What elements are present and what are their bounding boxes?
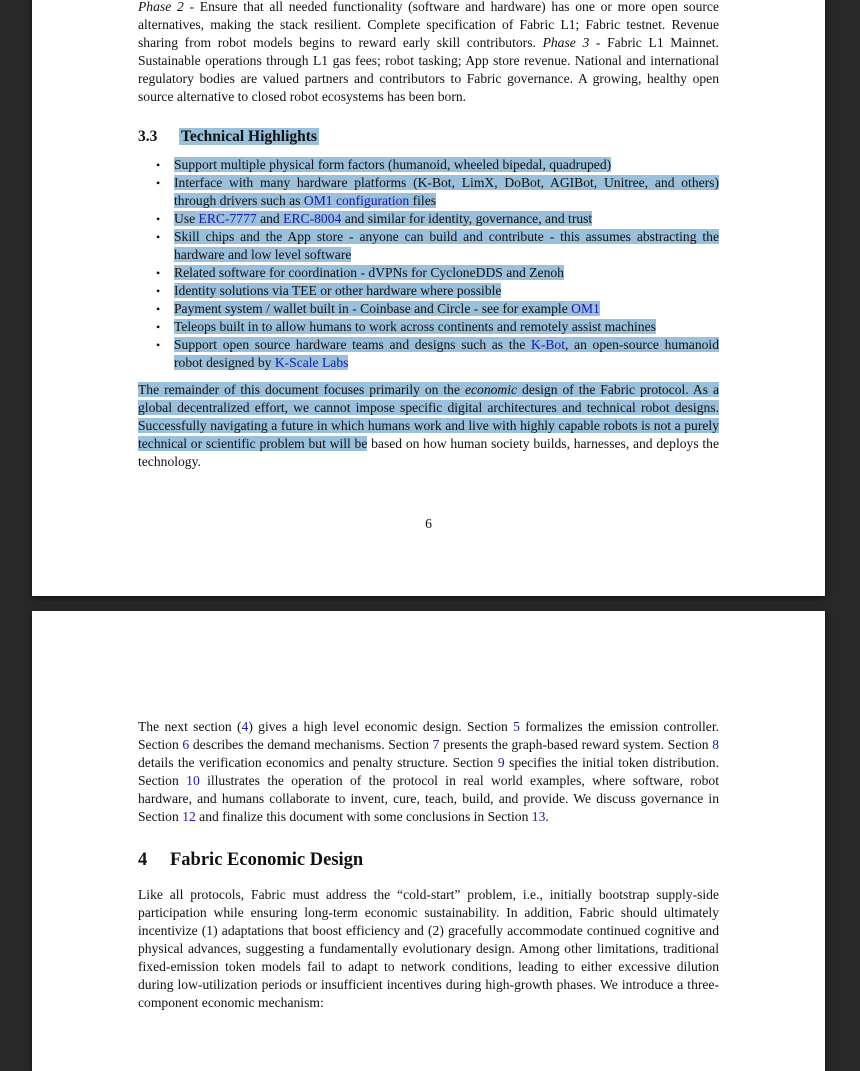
phase-2-text: - Ensure that all needed functionality (software and hardware) has one or more open source alternatives, making the stack resilient. Complete specification of Fabric L1; Fabric testnet. Revenue sharing from robot models begins to reward early skill contributors. — [138, 0, 719, 50]
list-item-text: Teleops built in to allow humans to work across continents and remotely assist machines — [174, 319, 656, 334]
list-item-text: Identity solutions via TEE or other hardware where possible — [174, 283, 502, 298]
section-overview-paragraph: The next section (4) gives a high level economic design. Section 5 formalizes the emission controller. Section 6 describes the demand mechanisms. Section 7 presents the graph-based reward system. Section 8 details the verification economics and penalty structure. Section 9 specifies the initial token distribution. Section 10 illustrates the operation of the protocol in real world examples, where software, robot hardware, and humans collaborate to invent, cure, teach, build, and provide. We discuss governance in Section 12 and finalize this document with some conclusions in Section 13. — [138, 719, 719, 824]
list-item — [138, 336, 719, 372]
om1-link[interactable]: OM1 — [571, 301, 600, 316]
page-6-content — [138, 0, 719, 531]
erc-7777-link[interactable]: ERC-7777 — [198, 211, 257, 226]
section-4-link[interactable]: 4 — [241, 719, 249, 734]
phase-2-label: Phase 2 — [138, 0, 184, 14]
list-item — [138, 156, 719, 174]
unselected-text: based on how human society builds, harnesses, and deploys the technology. — [138, 436, 719, 469]
section-title: Fabric Economic Design — [170, 850, 364, 870]
list-item — [138, 174, 719, 210]
section-8-link[interactable]: 8 — [712, 737, 719, 752]
section-12-link[interactable]: 12 — [182, 809, 196, 824]
section-13-link[interactable]: 13 — [531, 809, 546, 824]
remainder-paragraph — [138, 381, 719, 471]
phase-3-label: Phase 3 — [542, 35, 590, 50]
bullet-icon: • — [156, 320, 161, 334]
bullet-icon: • — [156, 176, 161, 190]
section-heading-4 — [138, 848, 719, 872]
page-7-content — [138, 718, 719, 1012]
bullet-icon: • — [156, 158, 161, 172]
list-item — [138, 210, 719, 228]
list-item — [138, 282, 719, 300]
section-5-link[interactable]: 5 — [513, 719, 520, 734]
selected-text: The remainder of this document focuses primarily on the economic design of the Fabric protocol. As a global decentralized effort, we cannot impose specific digital architectures and technical robot designs. Successfully navigating a future in which humans work and live with highly capable robots is not a purely technical or scientific problem but will be — [138, 382, 719, 451]
section-9-link[interactable]: 9 — [497, 755, 505, 770]
list-item-text: Support open source hardware teams and designs such as the K-Bot, an open-source humanoid robot designed by K-Scale Labs — [174, 337, 719, 370]
list-item — [138, 228, 719, 264]
pdf-page-7 — [32, 611, 825, 1071]
bullet-icon: • — [156, 212, 161, 226]
phases-paragraph — [138, 0, 719, 106]
section-number: 3.3 — [138, 128, 158, 145]
erc-8004-link[interactable]: ERC-8004 — [283, 211, 342, 226]
section-heading-3-3 — [138, 126, 719, 148]
section-number: 4 — [138, 850, 148, 870]
list-item-text: Interface with many hardware platforms (K-Bot, LimX, DoBot, AGIBot, Unitree, and others) through drivers such as OM1 configuration files — [174, 175, 719, 208]
economic-design-intro: Like all protocols, Fabric must address the “cold-start” problem, i.e., initially bootstrap supply-side participation while ensuring long-term economic sustainability. In addition, Fabric should ultimately incentivize (1) adaptations that boost efficiency and (2) gracefully accommodate continued cognitive and physical advances, suggesting a fundamentally evolutionary design. Among other limitations, traditional fixed-emission token models fail to adapt to network conditions, leading to either excessive dilution during low-utilization periods or insufficient incentives during high-growth phases. We introduce a three-component economic mechanism: — [138, 887, 719, 1010]
section-10-link[interactable]: 10 — [186, 773, 200, 788]
emphasis-economic: economic — [464, 382, 518, 397]
list-item-text: Support multiple physical form factors (humanoid, wheeled bipedal, quadruped) — [174, 157, 612, 172]
page-number: 6 — [425, 516, 432, 531]
list-item-text: Skill chips and the App store - anyone can build and contribute - this assumes abstracting the hardware and low level software — [174, 229, 719, 262]
list-item — [138, 318, 719, 336]
bullet-icon: • — [156, 284, 161, 298]
pdf-page-6 — [32, 0, 825, 596]
k-scale-labs-link[interactable]: K-Scale Labs — [274, 355, 349, 370]
om1-configuration-link[interactable]: OM1 configuration — [303, 193, 410, 208]
section-7-link[interactable]: 7 — [432, 737, 440, 752]
list-item-text: Use ERC-7777 and ERC-8004 and similar for identity, governance, and trust — [174, 211, 593, 226]
bullet-icon: • — [156, 266, 161, 280]
list-item — [138, 300, 719, 318]
list-item — [138, 264, 719, 282]
section-title: Technical Highlights — [181, 128, 317, 145]
k-bot-link[interactable]: K-Bot — [531, 337, 565, 352]
section-6-link[interactable]: 6 — [182, 737, 190, 752]
bullet-icon: • — [156, 338, 161, 352]
bullet-icon: • — [156, 302, 161, 316]
technical-highlights-list — [138, 156, 719, 372]
list-item-text: Payment system / wallet built in - Coinbase and Circle - see for example OM1 — [174, 301, 600, 316]
bullet-icon: • — [156, 230, 161, 244]
list-item-text: Related software for coordination - dVPNs for CycloneDDS and Zenoh — [174, 265, 564, 280]
phase-3-text: - Fabric L1 Mainnet. Sustainable operations through L1 gas fees; robot tasking; App store revenue. National and international regulatory bodies are valued partners and contributors to Fabric governance. A growing, healthy open source alternative to closed robot ecosystems has been born. — [138, 35, 719, 104]
